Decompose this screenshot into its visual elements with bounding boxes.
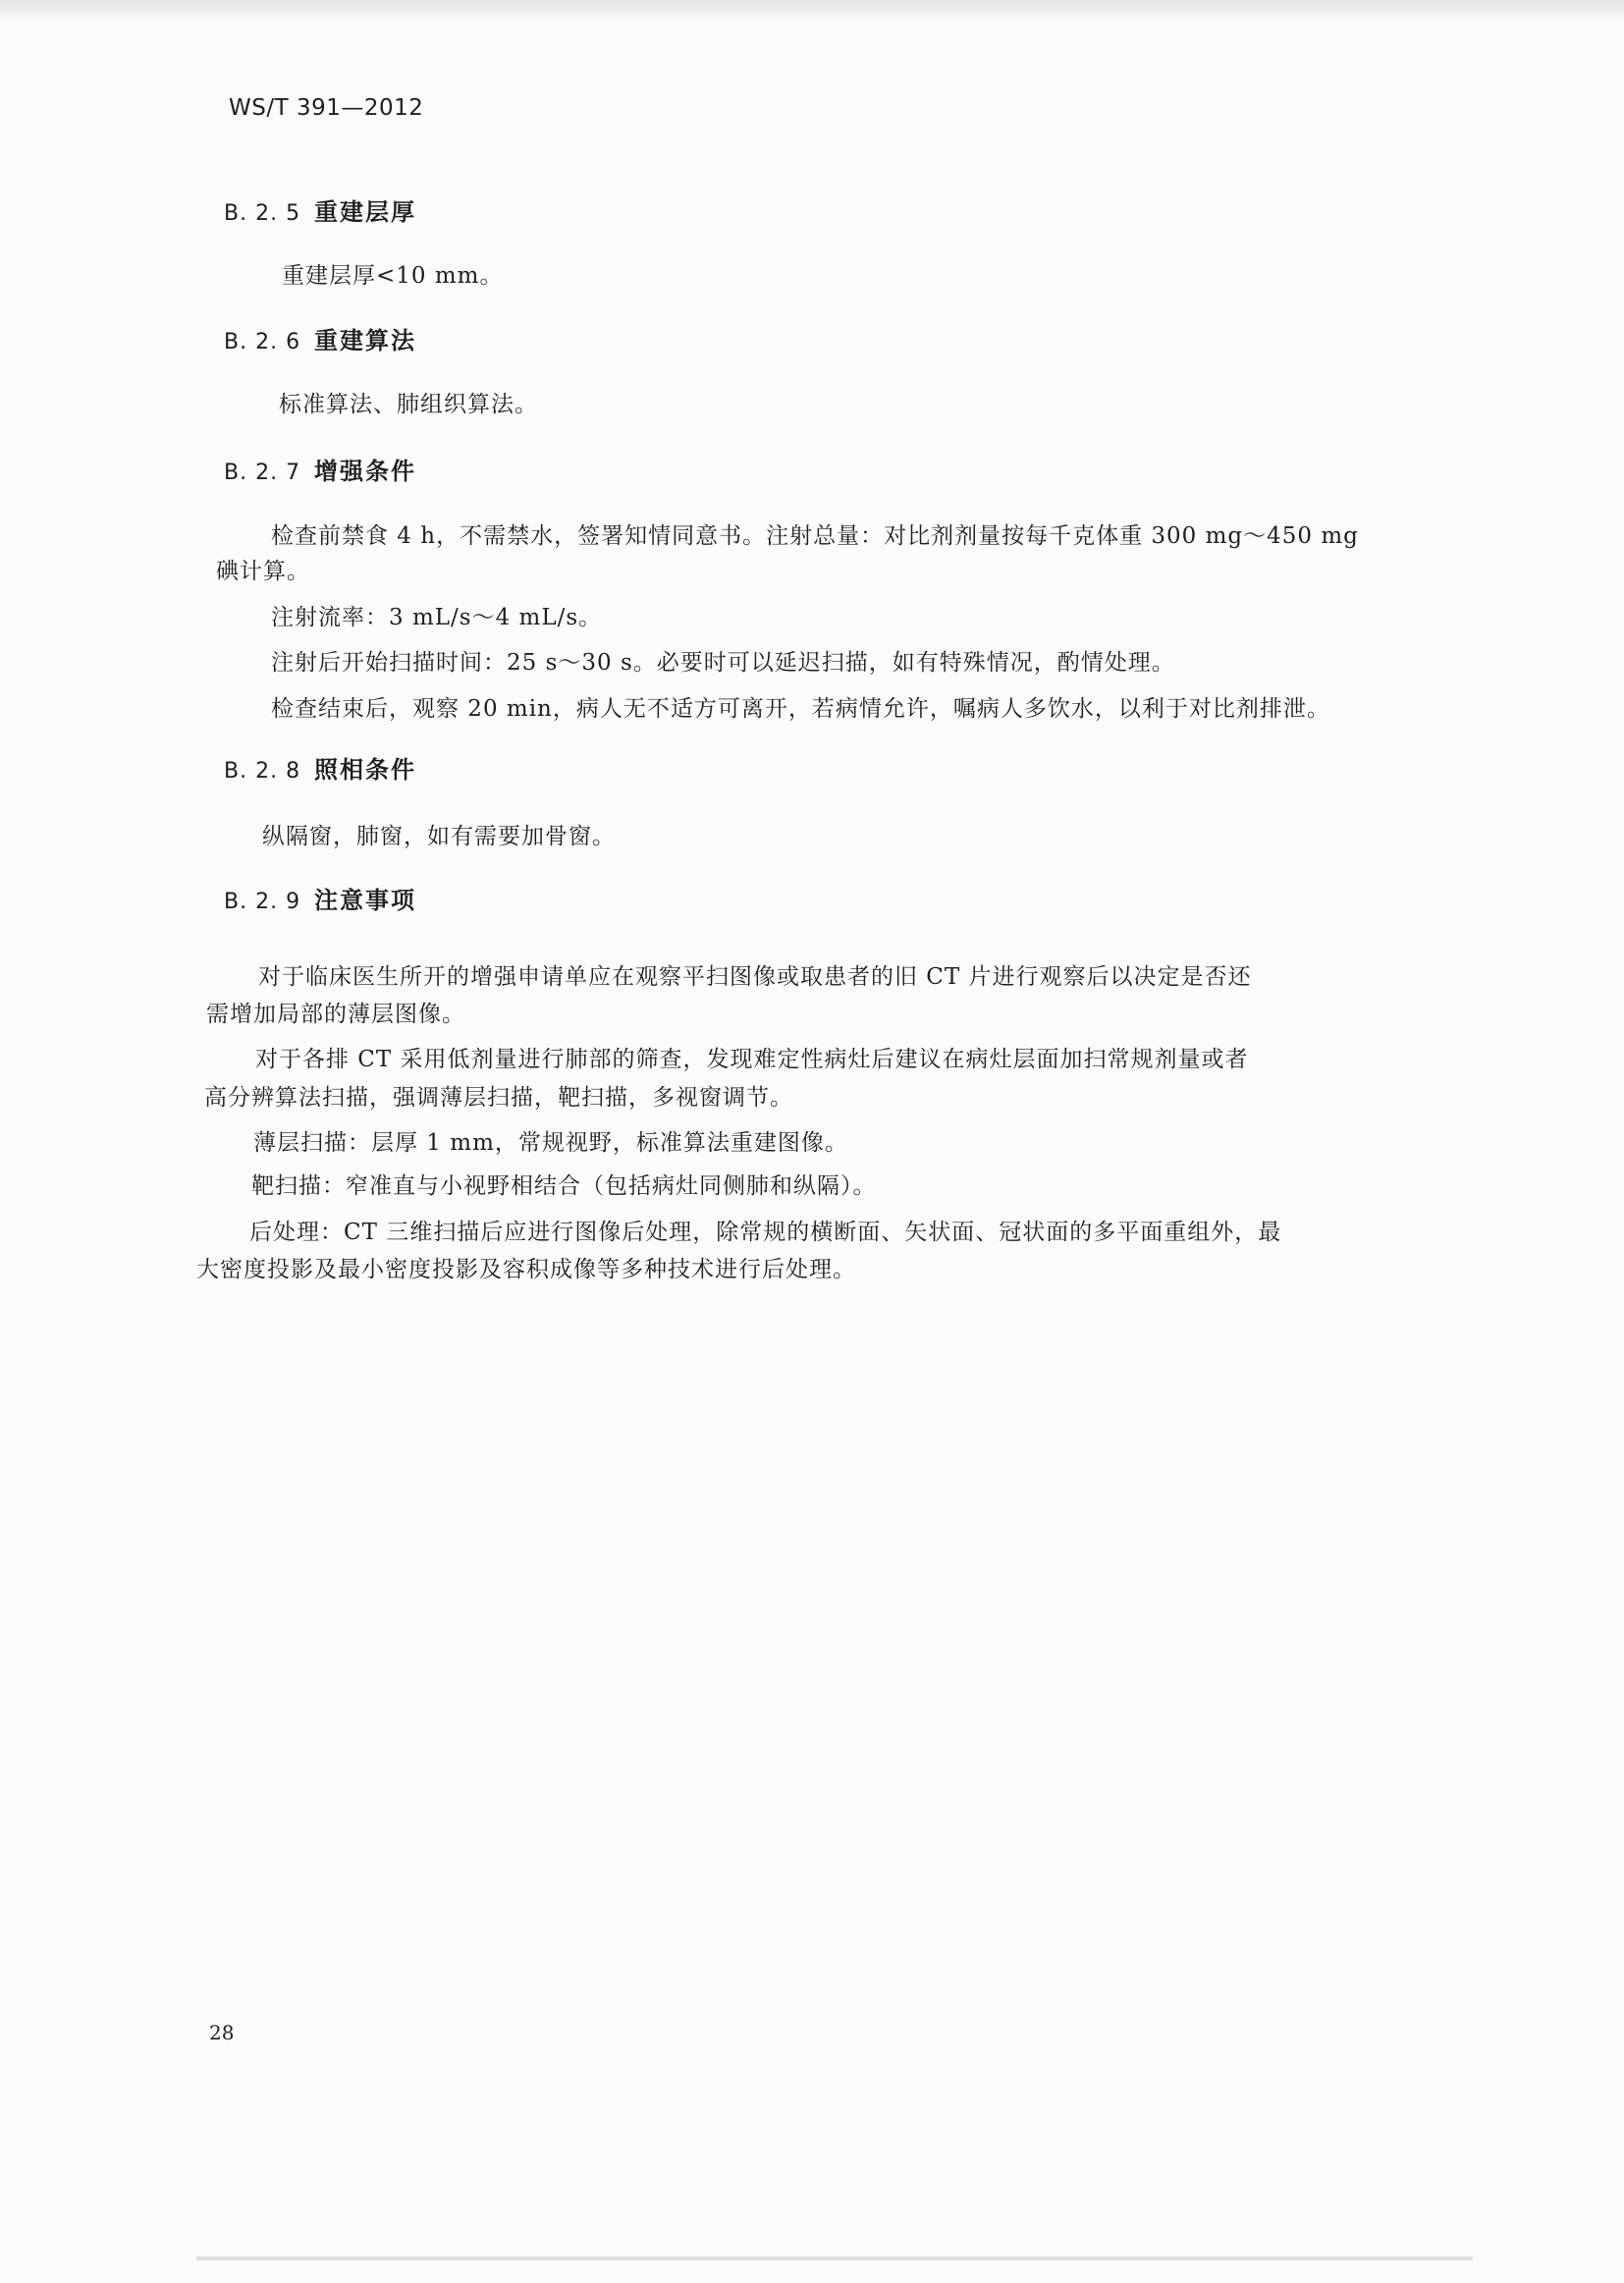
section-number: B. 2. 8 (224, 759, 301, 784)
section-title: 重建层厚 (314, 198, 416, 226)
paragraph-line: 对于各排 CT 采用低剂量进行肺部的筛查，发现难定性病灶后建议在病灶层面加扫常规剂量或者 (255, 1047, 1249, 1072)
paragraph: 薄层扫描：层厚 1 mm，常规视野，标准算法重建图像。 (253, 1130, 848, 1156)
section-number: B. 2. 7 (224, 461, 301, 485)
paragraph-line: 检查前禁食 4 h，不需禁水，签署知情同意书。注射总量：对比剂剂量按每千克体重 300 mg～450 mg (271, 523, 1359, 549)
section-number: B. 2. 6 (224, 330, 301, 354)
paragraph: 靶扫描：窄准直与小视野相结合（包括病灶同侧肺和纵隔）。 (251, 1173, 877, 1199)
paragraph-line: 高分辨算法扫描，强调薄层扫描，靶扫描，多视窗调节。 (204, 1085, 793, 1111)
section-heading-b29 (224, 881, 416, 915)
paragraph: 注射流率：3 mL/s～4 mL/s。 (271, 605, 603, 630)
paragraph-line: 后处理：CT 三维扫描后应进行图像后处理，除常规的横断面、矢状面、冠状面的多平面重组外，最 (249, 1220, 1282, 1245)
paragraph: 标准算法、肺组织算法。 (279, 392, 538, 417)
paragraph: 重建层厚<10 mm。 (282, 263, 504, 289)
paragraph: 纵隔窗，肺窗，如有需要加骨窗。 (262, 824, 616, 849)
scan-edge-bottom (196, 2256, 1473, 2260)
paragraph-line: 需增加局部的薄层图像。 (206, 1002, 465, 1027)
paragraph: 检查结束后，观察 20 min，病人无不适方可离开，若病情允许，嘱病人多饮水，以利于对比剂排泄。 (271, 696, 1330, 722)
paragraph-line: 碘计算。 (216, 559, 310, 584)
section-title: 重建算法 (314, 327, 416, 354)
section-heading-b27 (224, 452, 416, 486)
paragraph-line: 大密度投影及最小密度投影及容积成像等多种技术进行后处理。 (196, 1257, 856, 1282)
section-title: 注意事项 (314, 887, 416, 914)
paragraph-line: 对于临床医生所开的增强申请单应在观察平扫图像或取患者的旧 CT 片进行观察后以决定是否还 (258, 964, 1252, 990)
section-number: B. 2. 9 (224, 890, 301, 914)
section-heading-b26 (224, 321, 416, 355)
section-number: B. 2. 5 (224, 201, 301, 226)
section-title: 照相条件 (314, 756, 416, 784)
section-heading-b25 (224, 192, 416, 227)
scan-shadow-top (0, 0, 1624, 22)
paragraph: 注射后开始扫描时间：25 s～30 s。必要时可以延迟扫描，如有特殊情况，酌情处理。 (271, 650, 1175, 676)
section-title: 增强条件 (314, 458, 416, 485)
document-code: WS/T 391—2012 (229, 95, 424, 121)
page-number: 28 (209, 2021, 235, 2044)
section-heading-b28 (224, 750, 416, 785)
